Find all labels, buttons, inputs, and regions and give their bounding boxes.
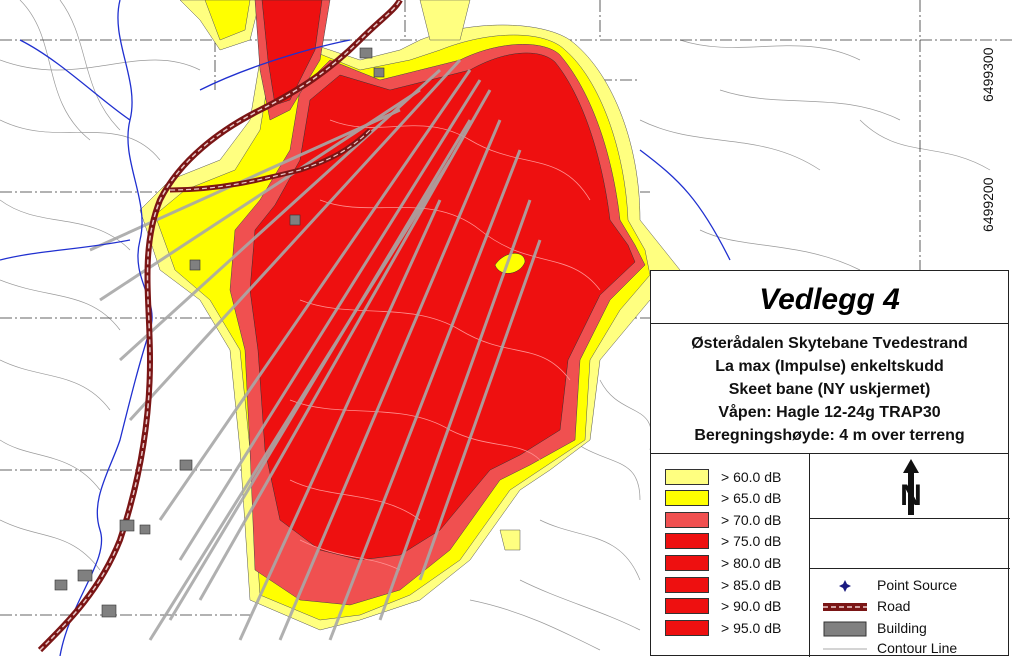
legend-label: > 60.0 dB bbox=[721, 469, 782, 485]
symbol-building bbox=[823, 620, 1003, 638]
legend-swatch bbox=[665, 469, 709, 485]
legend-swatch bbox=[665, 598, 709, 614]
legend-label: > 90.0 dB bbox=[721, 598, 782, 614]
divider bbox=[809, 518, 1010, 519]
symbol-label: Contour Line bbox=[877, 640, 958, 656]
legend-label: > 85.0 dB bbox=[721, 577, 782, 593]
divider bbox=[651, 323, 1008, 324]
info-line-location: Østerådalen Skytebane Tvedestrand bbox=[691, 335, 968, 352]
symbol-label: Road bbox=[877, 598, 911, 614]
info-line-range: Skeet bane (NY uskjermet) bbox=[728, 381, 931, 398]
divider bbox=[809, 453, 810, 657]
legend-swatch bbox=[665, 533, 709, 549]
panel-title: Vedlegg 4 bbox=[759, 283, 900, 316]
legend-item-95db bbox=[665, 620, 805, 636]
info-line-metric: La max (Impulse) enkeltskudd bbox=[715, 358, 944, 375]
legend-item-90db bbox=[665, 598, 805, 614]
legend-item-60db bbox=[665, 469, 805, 485]
north-arrow-icon bbox=[887, 457, 935, 517]
legend-swatch bbox=[665, 490, 709, 506]
legend-swatch bbox=[665, 555, 709, 571]
building-icon bbox=[823, 621, 867, 637]
legend-item-85db bbox=[665, 577, 805, 593]
north-letter: N bbox=[900, 479, 922, 512]
divider bbox=[651, 453, 1008, 454]
legend-swatch bbox=[665, 577, 709, 593]
info-line-height: Beregningshøyde: 4 m over terreng bbox=[694, 427, 965, 444]
legend-panel bbox=[650, 270, 1009, 656]
point-source-icon bbox=[823, 578, 867, 594]
info-line-weapon: Våpen: Hagle 12-24g TRAP30 bbox=[718, 404, 941, 421]
legend-swatch bbox=[665, 512, 709, 528]
symbol-label: Building bbox=[877, 620, 927, 636]
divider bbox=[809, 568, 1010, 569]
legend-label: > 75.0 dB bbox=[721, 533, 782, 549]
legend-item-75db bbox=[665, 533, 805, 549]
legend-label: > 65.0 dB bbox=[721, 490, 782, 506]
legend-swatch bbox=[665, 620, 709, 636]
symbol-point-source bbox=[823, 577, 1003, 595]
legend-label: > 70.0 dB bbox=[721, 512, 782, 528]
grid-label-northing-1: 6499300 bbox=[980, 47, 996, 102]
symbol-label: Point Source bbox=[877, 577, 958, 593]
legend-item-65db bbox=[665, 490, 805, 506]
symbol-road bbox=[823, 598, 1003, 616]
symbol-contour-line bbox=[823, 640, 1003, 658]
legend-item-80db bbox=[665, 555, 805, 571]
road-icon bbox=[823, 599, 867, 615]
legend-label: > 95.0 dB bbox=[721, 620, 782, 636]
legend-label: > 80.0 dB bbox=[721, 555, 782, 571]
contour-line-icon bbox=[823, 641, 867, 657]
grid-label-northing-2: 6499200 bbox=[980, 177, 996, 232]
legend-item-70db bbox=[665, 512, 805, 528]
